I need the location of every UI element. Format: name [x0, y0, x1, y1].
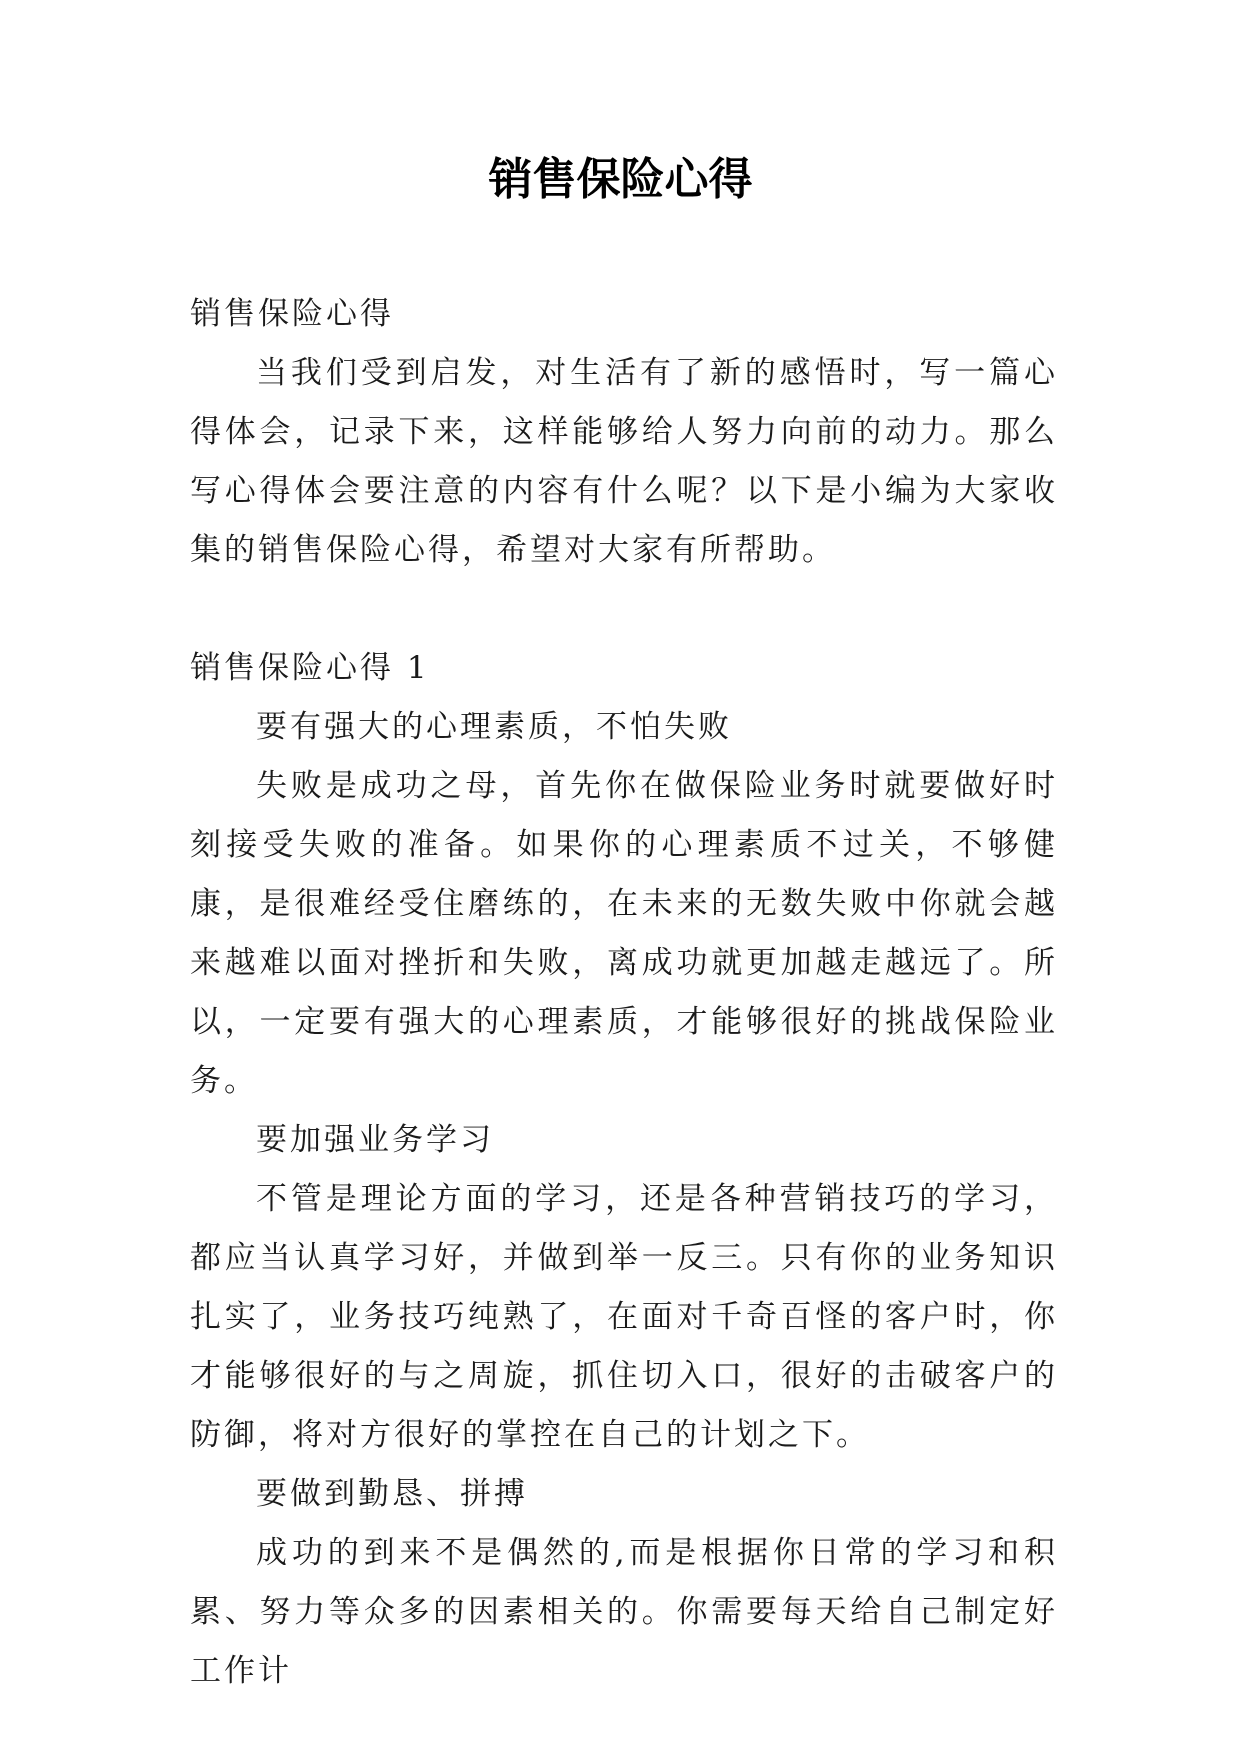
subheading-study: 要加强业务学习: [256, 1122, 494, 1158]
document-body: [190, 285, 1058, 1701]
paragraph-mindset: 失败是成功之母，首先你在做保险业务时就要做好时刻接受失败的准备。如果你的心理素质不过关，不够健康，是很难经受住磨练的，在未来的无数失败中你就会越来越难以面对挫折和失败，离成功就更加越走越远了。所以，一定要有强大的心理素质，才能够很好的挑战保险业务。: [190, 768, 1058, 1099]
subheading-mindset: 要有强大的心理素质，不怕失败: [256, 709, 732, 745]
intro-heading: 销售保险心得: [190, 296, 394, 332]
subheading-diligence: 要做到勤恳、拼搏: [256, 1476, 528, 1512]
paragraph-diligence: 成功的到来不是偶然的,而是根据你日常的学习和积累、努力等众多的因素相关的。你需要每天给自己制定好工作计: [190, 1535, 1058, 1689]
document-title: 销售保险心得: [488, 154, 753, 205]
section-heading-1: 销售保险心得 1: [190, 650, 430, 686]
paragraph-study: 不管是理论方面的学习，还是各种营销技巧的学习，都应当认真学习好，并做到举一反三。只有你的业务知识扎实了，业务技巧纯熟了，在面对千奇百怪的客户时，你才能够很好的与之周旋，抓住切入口，很好的击破客户的防御，将对方很好的掌控在自己的计划之下。: [190, 1181, 1058, 1453]
intro-paragraph: 当我们受到启发，对生活有了新的感悟时，写一篇心得体会，记录下来，这样能够给人努力向前的动力。那么写心得体会要注意的内容有什么呢？以下是小编为大家收集的销售保险心得，希望对大家有所帮助。: [190, 355, 1058, 568]
section-spacer: [190, 580, 1058, 639]
